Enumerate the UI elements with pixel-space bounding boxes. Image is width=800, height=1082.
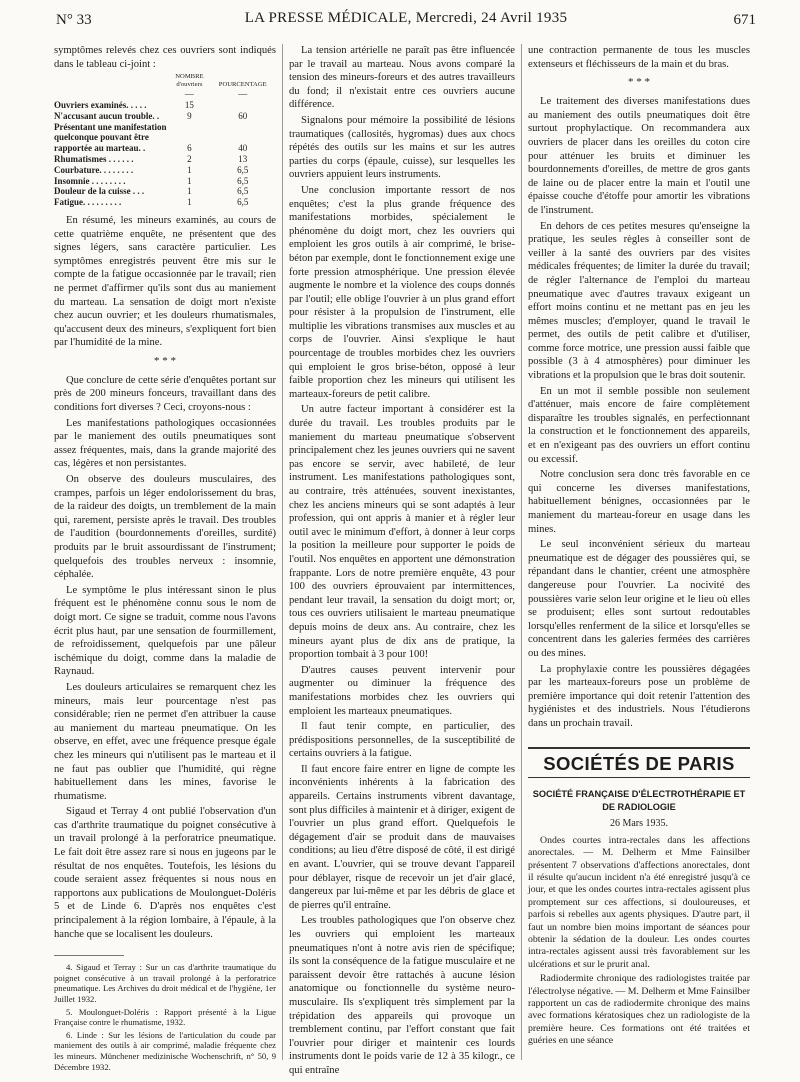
table-row: Rhumatismes . . . . . . 2 13 [54,153,248,164]
table-row: N'accusant aucun trouble. . 9 60 [54,110,248,121]
paragraph: D'autres causes peuvent intervenir pour augmenter ou diminuer la fréquence des manifestations morbides chez les ouvriers qui emploient les marteaux pneumatiques. [289,664,515,717]
table-header-number: NOMBRE d'ouvriers [175,73,204,89]
table-row: Ouvriers examinés. . . . . 15 [54,99,194,110]
column-2 [289,44,515,1080]
paragraph: symptômes relevés chez ces ouvriers sont indiqués dans le tableau ci-joint : [54,45,276,70]
column-1 [54,44,276,1074]
page-number: 671 [733,12,756,28]
issue-number: N° 33 [56,12,92,28]
statistics-table: NOMBRE d'ouvriers POURCENTAGE — — Ouvriers examinés. . . . . 15 N'accusant aucun trouble. . 9 60 Présentant une manifestation quelconque pouvant être rapportée au marteau. . 6 40 Rhumatismes . . . . . . 2 13 Courbature. . . . . . . . 1 6,5 Insomnie . . . . . . . . 1 6,5 Douleur de la cuisse . . . 1 6,5 Fatigue. . . . . . . . . 1 6,5 [54,73,276,208]
society-name: SOCIÉTÉ FRANÇAISE D'ÉLECTROTHÉRAPIE ET DE RADIOLOGIE [532,789,746,813]
meeting-date: 26 Mars 1935. [609,818,669,830]
footnote: 6. Linde : Sur les lésions de l'articulation du coude par maniement des outils à air comprimé, maladie fréquente chez les mineurs. Münchener medizinische Wochenschrift, n° 50, 9 Décembre 1932. [54,1029,276,1072]
footnote: 4. Sigaud et Terray : Sur un cas d'arthrite traumatique du poignet consécutive à un travail prolongé à la perforatrice pneumatique. Les Archives du droit médical et de l'hygiène, 1er Juillet 1932. [54,962,276,1005]
paragraph: Le seul inconvénient sérieux du marteau pneumatique est de dégager des poussières qui, se répandant dans le chantier, créent une atmosphère dangereuse pour l'ouvrier. La nocivité des poussières varie selon leur origine et le lieu où elles se produisent; elles sont surtout redoutables lorsqu'elles renferment de la silice et lorsqu'elles se concentrent dans les galeries fermées des carrières ou des mines. [528,539,750,659]
paragraph: En dehors de ces petites mesures qu'enseigne la pratique, les seules règles à conseiller sont de veiller à la santé des ouvriers par des visites médicales fréquentes; de limiter la durée du travail; de régler l'alternance de l'emploi du marteau pneumatique avec d'autres travaux exigeant un effort moins continu et ne mettant pas en jeu les mêmes muscles; d'employer, quand le travail le permet, des outils de petit calibre et d'utiliser, comme force motrice, une pression aussi faible que possible (3 à 4 atmosphères) pour diminuer les vibrations et la propulsion que le bras doit soutenir. [528,220,750,382]
paragraph: Le traitement des diverses manifestations dues au maniement des outils pneumatiques doit être surtout prophylactique. On recommandera aux ouvriers de placer dans les oreilles du coton cire pour atténuer les bruits et diminuer les bourdonnements d'oreilles, de mettre de gros gants de laine ou de placer entre la main et l'outil une épaisse couche d'étoffe pour amortir les vibrations de l'instrument. [528,96,750,216]
journal-title: LA PRESSE MÉDICALE, Mercredi, 24 Avril 1935 [244,10,568,26]
paragraph: Notre conclusion sera donc très favorable en ce qui concerne les diverses manifestations, habituellement bénignes, occasionnées par le maniement du marteau-foreur en usage dans les mines. [528,469,750,535]
table-row: Fatigue. . . . . . . . . 1 6,5 [54,197,249,208]
abstract: Radiodermite chronique des radiologistes traitée par l'électrolyse négative. — M. Delherm et Mme Fainsilber rapportent un cas de radiodermite chronique des mains avec formations kératosiques chez un radiologiste de la première heure. Ces formations ont été traitées et guéries en une séance [528,973,750,1047]
paragraph: Signalons pour mémoire la possibilité de lésions traumatiques (callosités, hygromas) dues aux chocs répétés des outils sur les mains et sur les autres parties du corps (épaule, cuisse), sur lesquelles les ouvriers appuient leurs instruments. [289,114,515,181]
table-row: Présentant une manifestation quelconque pouvant être rapportée au marteau. . 6 40 [54,121,248,154]
abstract: Ondes courtes intra-rectales dans les affections anorectales. — M. Delherm et Mme Fainsilber présentent 7 observations d'affections anorectales, dont il résulte qu'aucun incident n'a été enregistré jusqu'à ce jour, et que les ondes courtes intra-rectales agissent plus promptement sur ces affections, si douloureuses, et parfois si rebelles aux agents physiques. D'autre part, il faut un nombre bien moins important de séances pour obtenir la sédation de la douleur. Les ondes courtes intra-rectales agissent aussi très favorablement sur les ulcérations et sur le prurit anal. [528,834,750,970]
paragraph: En un mot il semble possible non seulement d'atténuer, mais encore de faire complètement disparaître les troubles signalés, en perfectionnant la construction et le fonctionnement des appareils, et en n'exigeant pas des ouvriers un effort continu ou excessif. [528,385,750,465]
column-rule [282,44,283,1060]
section-heading: SOCIÉTÉS DE PARIS [528,747,750,779]
paragraph: Le symptôme le plus intéressant sinon le plus fréquent est le phénomène connu sous le nom de doigt mort. Ce signe se traduit, comme nous l'avons écrit plus haut, par une sensation de fourmillement, de refroidissement, quelquefois par une pâleur ischémique du doigt, comme dans la maladie de Raynaud. [54,584,276,678]
table-row: Courbature. . . . . . . . 1 6,5 [54,164,249,175]
section-separator: * * * [628,76,650,89]
section-separator: * * * [154,354,176,367]
paragraph: En résumé, les mineurs examinés, au cours de cette quatrième enquête, ne présentent que des signes légers, sans caractère particulier. Les symptômes enregistrés peuvent être mis sur le compte de la fatigue occasionnée par le travail; rien ne permet d'affirmer qu'ils sont dus au maniement du marteau. La sensation de doigt mort n'existe chez aucun ouvrier; et les douleurs rhumatismales, qu'accusent deux des mineurs, s'expliquent fort bien par l'humidité de la mine. [54,214,276,349]
paragraph: Les manifestations pathologiques occasionnées par le maniement des outils pneumatiques sont assez fréquentes, mais, dans la grande majorité des cas, légères et non persistantes. [54,417,276,470]
footnote: 5. Moulonguet-Doléris : Rapport présenté à la Ligue Française contre le rhumatisme, 1932. [54,1006,276,1028]
paragraph: Il faut encore faire entrer en ligne de compte les inconvénients inhérents à la fabrication des appareils. Certains instruments vibrent davantage, sont plus difficiles à maintenir et à diriger, exigent de l'ouvrier un plus grand effort. Quelquefois le dégagement d'air se produit dans de mauvaises conditions; au lieu d'être disposé de côté, il est dirigé en avant. L'ouvrier, qui se trouve devant l'appareil pour déblayer, risque de recevoir un jet d'air glacé, dangereux par lui-même et par les débris de glace et de pierres qu'il entraîne. [289,763,515,911]
paragraph: Une conclusion importante ressort de nos enquêtes; c'est la plus grande fréquence des manifestations morbides, spécialement le phénomène du doigt mort, chez les ouvriers qui emploient les gros outils à air comprimé, le brise-béton par exemple, dont le fonctionnement exige une forte pression atmosphérique. Une pression élevée augmente le nombre et la violence des coups donnés par l'outil; elle oblige l'ouvrier à un plus grand effort pour résister à la propulsion de l'instrument, elle multiplie les vibrations transmises aux muscles et au corps de l'ouvrier. Ainsi s'explique le haut pourcentage de troubles morbides chez les ouvriers qui emploient le gros brise-béton, opposé à leur faible proportion chez les mineurs qui utilisent les marteaux-foreurs de petit calibre. [289,184,515,400]
column-rule [521,44,522,1060]
table-row: Douleur de la cuisse . . . 1 6,5 [54,186,249,197]
paragraph: Que conclure de cette série d'enquêtes portant sur près de 200 mineurs fonceurs, travaillant dans des conditions fort diverses ? Ceci, croyons-nous : [54,374,276,414]
paragraph: une contraction permanente de tous les muscles extenseurs et fléchisseurs de la main et du bras. [528,45,750,70]
paragraph: Les troubles pathologiques que l'on observe chez les ouvriers qui emploient les marteaux pneumatiques n'ont à notre avis rien de spécifique; ils sont la conséquence de la fatigue musculaire et ne paraissent devoir être rattachés à aucune lésion anatomique ou fonctionnelle du système neuro-musculaire. Ils s'expliquent très simplement par la trépidation des appareils qui provoque un tremblement continu, par l'effort constant que fait l'ouvrier pour diriger et maintenir ces lourds instruments dont le poids varie de 12 à 35 kilogr., ce qui entraîne [289,915,515,1076]
paragraph: Un autre facteur important à considérer est la durée du travail. Les troubles produits par le maniement du marteau pneumatique s'observent principalement chez les jeunes ouvriers qui ne savent pas encore se servir, avec habileté, de leur instrument. Les manifestations pathologiques sont, au contraire, très atténuées, souvent inexistantes, chez les anciens mineurs qui se sont adaptés à leur profession, qui ont appris à manier et à régler leur outil avec le minimum d'effort, à donner à leur corps la position la meilleure pour supporter le poids de l'outil. Nos enquêtes en apportent une démonstration frappante. Lors de notre première enquête, 43 pour 100 des ouvriers éprouvaient par intermittences, pendant leur travail, la sensation du doigt mort; or, tous ces ouvriers utilisaient le marteau pneumatique depuis moins de deux ans. Au contraire, chez les mineurs ayant plus de dix ans de pratique, la proportion tombait à 3 pour 100! [289,404,515,661]
page-header [56,10,756,36]
table-header-percent: POURCENTAGE [218,81,267,89]
paragraph: Il faut tenir compte, en particulier, des prédispositions personnelles, de la susceptibilité de certains ouvriers à la fatigue. [289,721,515,760]
paragraph: Sigaud et Terray 4 ont publié l'observation d'un cas d'arthrite traumatique du poignet consécutive à un travail prolongé à la perforatrice pneumatique. Le fait doit être assez rare si nous en jugeons par le résultat de nos enquêtes. Toutefois, les lésions du coude seraient assez fréquentes si nous nous en rapportons aux publications de Moulonguet-Doléris 5 et de Linde 6. D'après nos enquêtes c'est principalement à la région lombaire, à l'épaule, à la hanche que se localisent les douleurs. [54,806,276,940]
footnote-rule [54,955,124,956]
column-3 [528,44,750,1050]
table-row: Insomnie . . . . . . . . 1 6,5 [54,175,249,186]
paragraph: On observe des douleurs musculaires, des crampes, parfois un léger endolorissement du bras, de la raideur des doigts, un tremblement de la main qui, rarement, persiste après le travail. Des troubles de l'audition (bourdonnements d'oreilles, surdité) produits par le bruit assourdissant de l'instrument; quelquefois des troubles nerveux : insomnie, céphalée. [54,474,276,581]
paragraph: La tension artérielle ne paraît pas être influencée par le travail au marteau. Nous avons comparé la tension des mineurs-foreurs et des autres travailleurs du fond; il n'existait entre ces ouvriers aucune différence. [289,45,515,111]
paragraph: Les douleurs articulaires se remarquent chez les mineurs, mais leur pourcentage n'est pas considérable; rien ne permet d'en attribuer la cause au maniement du marteau pneumatique. On les observe, en effet, avec une fréquence presque égale chez les mineurs qui n'utilisent pas le marteau et il ne faut pas oublier que l'humidité, qui règne habituellement dans les mines, favorise le rhumatisme. [54,681,276,802]
paragraph: La prophylaxie contre les poussières dégagées par les marteaux-foreurs pose un problème de première importance qui doit retenir l'attention des hygiénistes et des industriels. Nous l'étudierons dans un prochain travail. [528,663,750,729]
